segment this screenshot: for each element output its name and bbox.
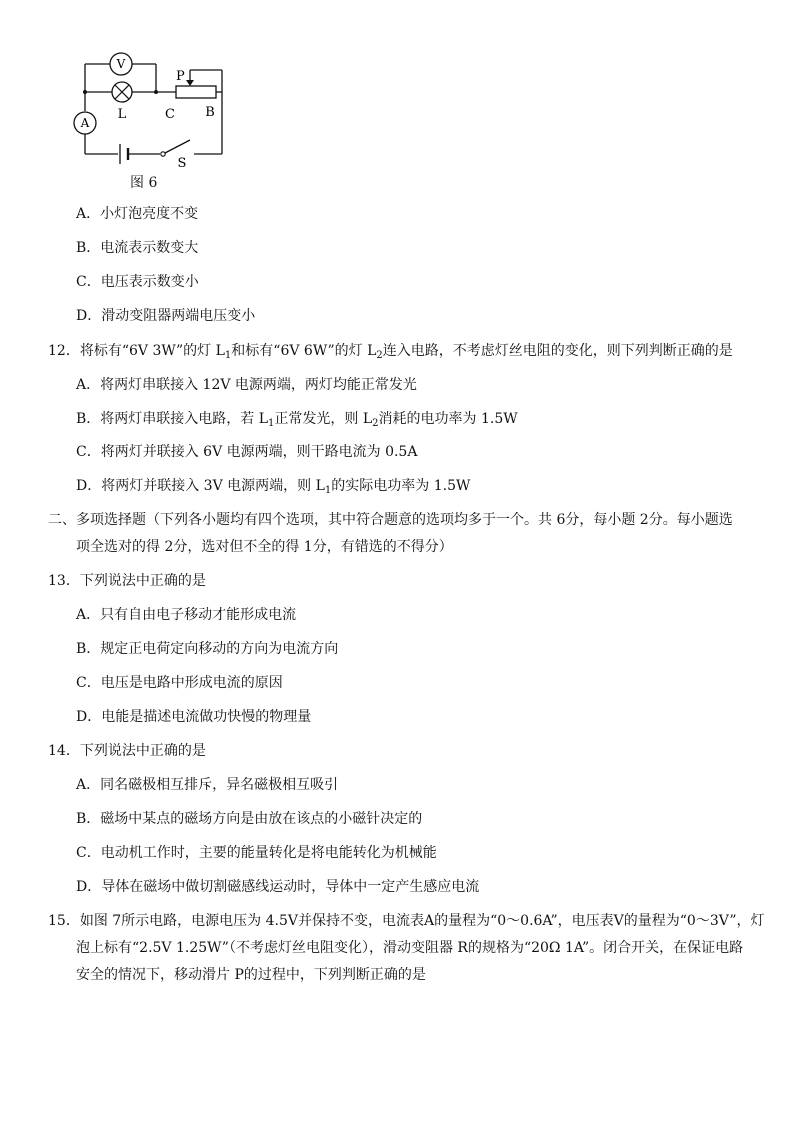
q15-stem-line-2: 泡上标有“2.5V 1.25W”（不考虑灯丝电阻变化），滑动变阻器 R的规格为“20Ω 1A”。闭合开关，在保证电路 [76,940,744,956]
q12-option-a: A．将两灯串联接入 12V 电源两端，两灯均能正常发光 [76,377,417,393]
q14-option-c: C．电动机工作时，主要的能量转化是将电能转化为机械能 [76,845,437,861]
q11-option-a: A．小灯泡亮度不变 [76,206,199,222]
q11-option-b: B．电流表示数变大 [76,240,199,256]
svg-text:C: C [165,107,175,122]
q12-option-d: D．将两灯并联接入 3V 电源两端，则 $L_1$的实际电功率为 1.5W [76,478,471,496]
q14-stem: 14．下列说法中正确的是 [48,743,206,759]
figure-6-caption: 图 6 [130,175,158,191]
section-2-heading: 二、多项选择题（下列各小题均有四个选项，其中符合题意的选项均多于一个。共 6分，每小题 2分。每小题选 [48,512,733,528]
q15-stem-line-1: 15．如图 7所示电路，电源电压为 4.5V并保持不变，电流表A的量程为“0～0.6A”，电压表V的量程为“0～3V”，灯 [48,913,765,929]
svg-text:A: A [80,116,90,130]
q13-stem: 13．下列说法中正确的是 [48,573,206,589]
circuit-figure-6 [70,52,240,192]
q14-option-a: A．同名磁极相互排斥，异名磁极相互吸引 [76,777,339,793]
q11-option-c: C．电压表示数变小 [76,274,199,290]
q14-option-d: D．导体在磁场中做切割磁感线运动时，导体中一定产生感应电流 [76,879,480,895]
q13-option-a: A．只有自由电子移动才能形成电流 [76,607,297,623]
svg-text:P: P [176,69,185,84]
switch-icon [161,152,165,156]
svg-text:S: S [177,156,187,171]
q13-option-c: C．电压是电路中形成电流的原因 [76,675,283,691]
section-2-heading-cont: 项全选对的得 2分，选对但不全的得 1分，有错选的不得分） [76,539,453,555]
q14-option-b: B．磁场中某点的磁场方向是由放在该点的小磁针决定的 [76,811,423,827]
svg-text:V: V [116,57,126,71]
svg-text:L: L [117,107,127,122]
q12-option-c: C．将两灯并联接入 6V 电源两端，则干路电流为 0.5A [76,444,418,460]
q12-option-b: B．将两灯串联接入电路，若 $L_1$正常发光，则 $L_2$消耗的电功率为 1.5W [76,411,518,429]
svg-text:B: B [205,105,215,120]
rheostat-icon [176,86,216,98]
q11-option-d: D．滑动变阻器两端电压变小 [76,308,256,324]
circuit-diagram [70,52,240,192]
q15-stem-line-3: 安全的情况下，移动滑片 P的过程中，下列判断正确的是 [76,967,426,983]
q13-option-b: B．规定正电荷定向移动的方向为电流方向 [76,641,339,657]
q13-option-d: D．电能是描述电流做功快慢的物理量 [76,709,312,725]
q12-stem: 12．将标有“6V 3W”的灯 $L_1$和标有“6V 6W”的灯 $L_2$连入电路，不考虑灯丝电阻的变化，则下列判断正确的是 [48,343,733,361]
